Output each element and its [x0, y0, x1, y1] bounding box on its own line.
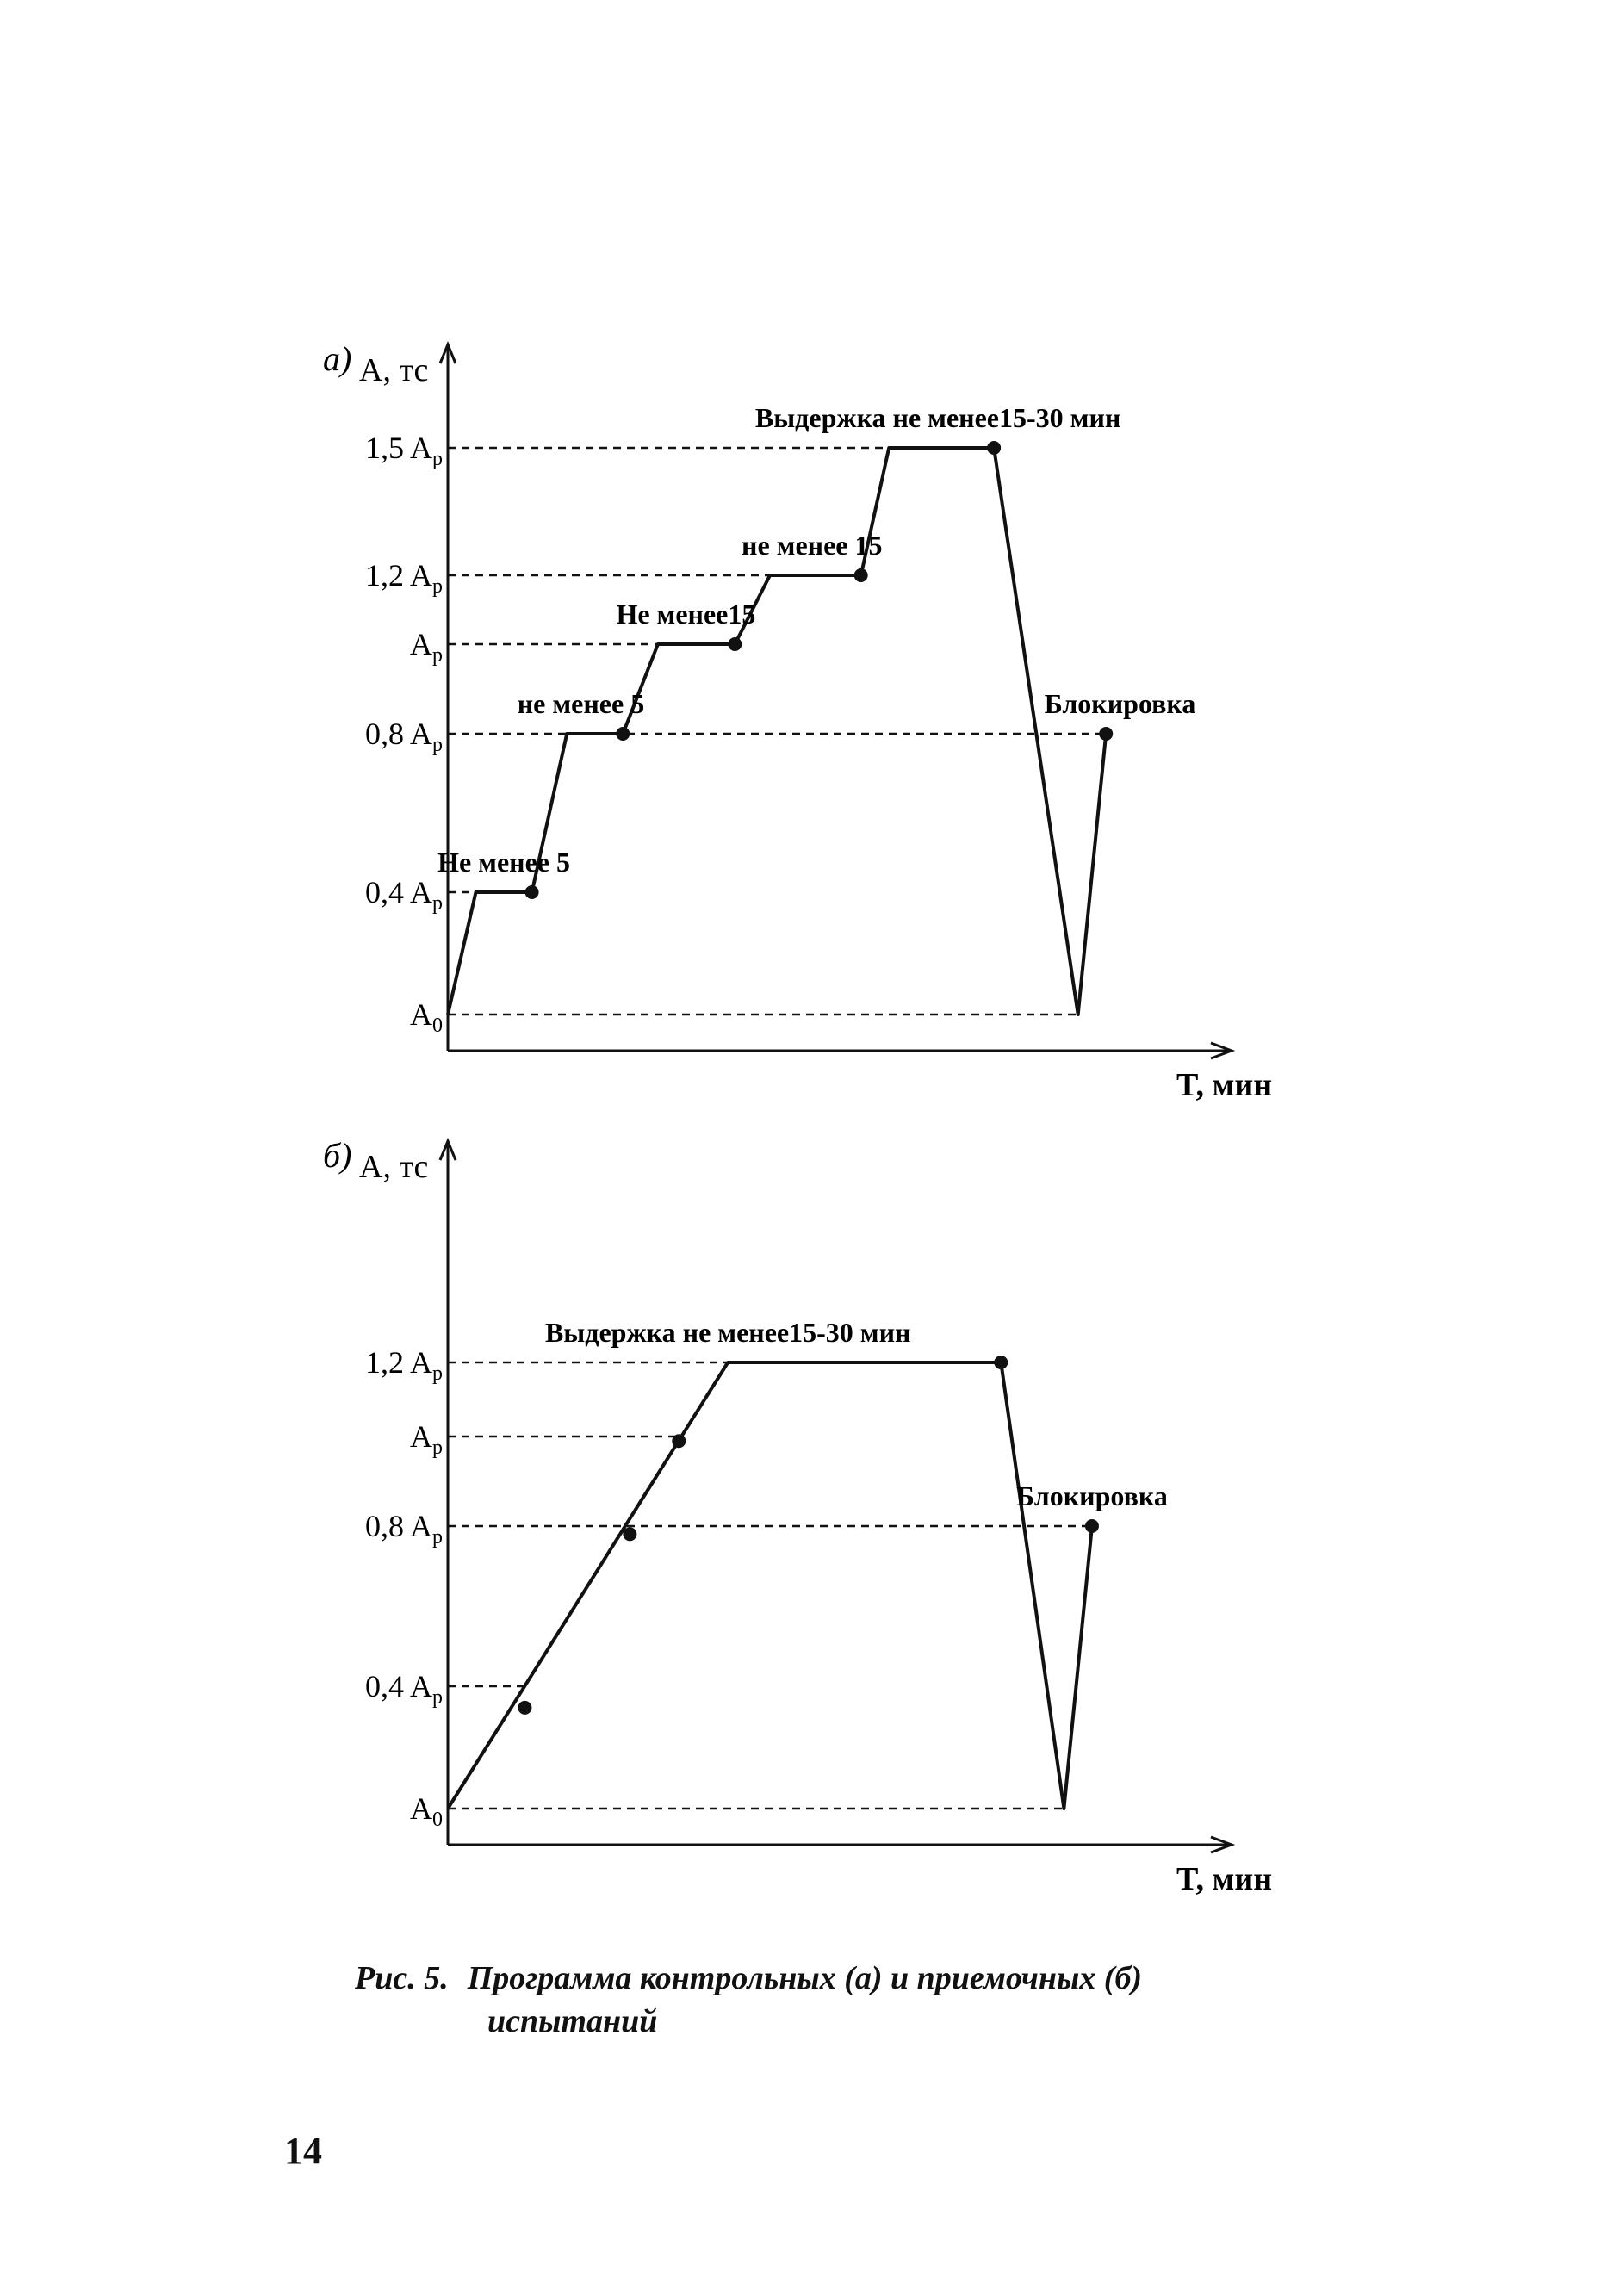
p1-annotation: Выдержка не менее15-30 мин [544, 1317, 911, 1348]
p0-y-label: A, тс [359, 352, 429, 388]
p1-panel-label: б) [323, 1136, 352, 1175]
p0-y-tick-label: 0,4 $A_р$ [364, 875, 443, 915]
caption-line-2: испытаний [487, 2003, 658, 2039]
p0-data-point [728, 637, 742, 651]
p1-data-point [518, 1701, 531, 1715]
p0-data-point [616, 727, 630, 741]
p1-x-label: T, мин [1176, 1861, 1273, 1897]
p1-data-point [672, 1434, 686, 1448]
p0-annotation: Не менее 5 [437, 847, 571, 878]
p0-x-label: T, мин [1176, 1067, 1273, 1103]
p0-y-tick-label: $A_0$ [410, 997, 443, 1037]
p0-panel-label: а) [323, 339, 352, 378]
p1-y-label: A, тс [359, 1149, 429, 1185]
p1-y-tick-label: 0,8 $A_р$ [364, 1509, 443, 1548]
p1-y-tick-label: 0,4 $A_р$ [364, 1669, 443, 1709]
p1-data-point [623, 1527, 636, 1541]
p0-data-point [854, 568, 868, 582]
p0-data-point [525, 885, 539, 899]
p0-y-tick-label: 1,5 $A_р$ [364, 431, 443, 470]
p0-y-tick-label: 0,8 $A_р$ [364, 717, 443, 756]
p0-annotation: не менее 15 [742, 530, 883, 561]
p0-data-point [1099, 727, 1113, 741]
p0-data-point [987, 441, 1001, 455]
p0-y-tick-label: 1,2 $A_р$ [364, 558, 443, 598]
p1-series-line [448, 1362, 1092, 1809]
p1-annotation: Блокировка [1016, 1480, 1168, 1511]
p0-annotation: Блокировка [1044, 688, 1196, 719]
p0-annotation: Выдержка не менее15-30 мин [754, 402, 1121, 433]
p1-data-point [1085, 1519, 1099, 1533]
p0-annotation: Не менее15 [616, 599, 756, 630]
p1-y-tick-label: 1,2 $A_р$ [364, 1345, 443, 1385]
page-number: 14 [284, 2130, 322, 2172]
p1-y-tick-label: $A_0$ [410, 1791, 443, 1831]
caption-label: Рис. 5. [355, 1960, 449, 1996]
figure-caption [355, 1957, 1302, 2043]
p0-annotation: не менее 5 [517, 688, 645, 719]
p0-y-tick-label: $A_р$ [410, 627, 443, 667]
p1-data-point [994, 1356, 1008, 1369]
p1-y-tick-label: $A_р$ [410, 1419, 443, 1459]
caption-line-1: Программа контрольных (а) и приемочных (б) [467, 1960, 1143, 1996]
